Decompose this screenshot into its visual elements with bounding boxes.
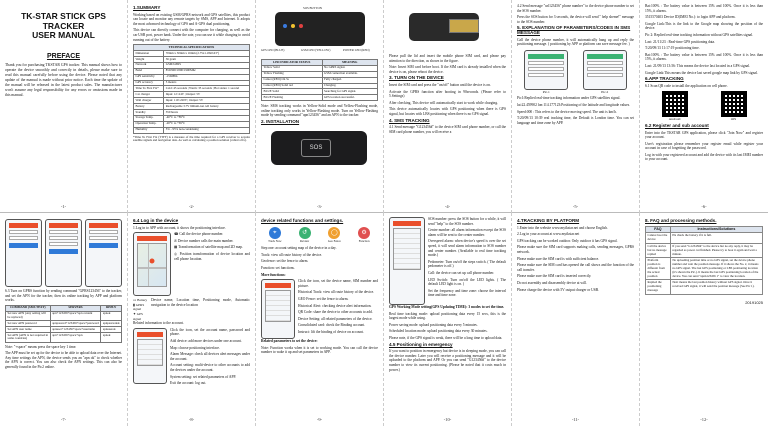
qr-ios bbox=[721, 91, 747, 122]
funcs-block bbox=[261, 279, 378, 339]
manual-title: TK-STAR STICK GPS TRACKER USER MANUAL bbox=[21, 11, 106, 40]
register-field bbox=[49, 242, 78, 246]
table-row: Time To First Fix* Cold: 45 seconds | Warm: 35 seconds | Hot status: 1 second bbox=[134, 86, 250, 92]
led-panel bbox=[256, 0, 384, 213]
param-item: Last: 21/09/13 13:56: This means the device last located in a GPS signal. bbox=[645, 63, 751, 68]
legend-battery: ▭ Battery bbox=[133, 298, 148, 303]
pic-1 bbox=[524, 50, 568, 95]
sms-bar bbox=[587, 54, 623, 59]
register-text: User's registration please remember your register email while register your account in case of forgetting the password. bbox=[645, 141, 763, 151]
pic-note: Pic1:Replied real-time tracking information under GPS satellites signal. bbox=[517, 96, 621, 101]
setting-screenshot bbox=[389, 217, 425, 305]
apn-table: COMMAND (SMS TEXT) SERVERS REPLY Set new APN (Any setting will be replaced) apn+123456+space+apn content apnok Set new APN password apnpasswd+123456+space+password apnpasswdok Set APN user name apnuser+123456+space+username apnuserok Set APN (APN is not required in some countries) apn+123456+space+apn apnok bbox=[7, 305, 120, 341]
gsm-led-icon bbox=[291, 24, 295, 28]
page-number: -5- bbox=[572, 204, 579, 210]
layers-icon: ▦ bbox=[174, 245, 179, 250]
install-text-2: Note: Insert SIM card before boot. If the SIM card is already installed when the device is on, please reboot the device. bbox=[389, 65, 506, 74]
spec-note: *Time To First Fix (TTFF) is a measure of the time required for a GPS receiver to acquire satellite signals and navigation data. As well as calculating a position solution (called a fix). bbox=[133, 134, 250, 143]
qr-row bbox=[645, 91, 763, 122]
call-icon: ✆ bbox=[174, 238, 178, 243]
turnon-step: Activate the GPRS function after booting in 90seconds. (Please refer to 5.Settings) bbox=[389, 89, 506, 99]
led-label-power: POWER LED (RED) bbox=[343, 48, 370, 52]
app-header-bar bbox=[393, 221, 421, 226]
notices-panel: 4.TRACKING BY PLATFORM 1.Enter into the website www.mytkstar.net and choose English. 2.Log in your account at www.mytkstar.net GPS tracking can be worked outdoor. Only outdoor it has GPS signal. Please make sure the SIM card supports making calls, sending messages, GPRS network. Please make sure the SIM card is with sufficient balance. Please make sure the SIM card has opened the call shows and the function of the call transfer. Please make sure the SIM card is inserted correctly. Do not assembly and disassembly device at will. Please charge the device with 5V output charger or USB. -11- bbox=[512, 213, 640, 426]
table-row: Humidity 5% - 95% non-condensing bbox=[134, 127, 250, 133]
phone-icon: ☎ bbox=[174, 232, 180, 237]
turnon-step: After checking, This device will automatically start to work while charging. bbox=[389, 100, 499, 105]
table-row: Car charger Input: 12~24V | Output: 5V bbox=[134, 92, 250, 98]
qr-code-icon bbox=[662, 91, 688, 117]
app-header-bar bbox=[137, 236, 167, 241]
pic-2 bbox=[583, 50, 627, 95]
notice-item: Please make sure the SIM card is with sufficient balance. bbox=[517, 256, 600, 261]
sms-screenshot-2 bbox=[583, 50, 627, 90]
param-item: T:20/09/13 11:17:19 positioning time. bbox=[645, 46, 700, 51]
page-number: -11- bbox=[571, 417, 580, 423]
param-item: Google Link:This is the link to the Google map showing the position of the device. bbox=[645, 21, 763, 31]
sms-screenshot-1 bbox=[524, 50, 568, 90]
login-screens bbox=[5, 219, 122, 287]
param-item: T:20/09/13 10:39 real tracking time, the Default is London time. You can set language and time zone by APP. bbox=[517, 116, 634, 125]
more-info: Related information to the account. bbox=[133, 321, 184, 326]
table-row: Battery Rechargeable 3.7V lithium-ion cell battery bbox=[134, 104, 250, 110]
table-row: Cannot boot the device Pls check the battery if it is full. bbox=[646, 233, 763, 244]
table-row: Platform position is different from the actual position No uploading position time or no GPS signal, set the device phone number and wait the position message. If it shows the No. 2, it means no GPS signal. The last GPS positioning or LBS positioning location (it's shown the Pic.). It means the last GPS positioning location of the device. You can send "apnn123456 1" to view the location. bbox=[646, 258, 763, 280]
sms-bar bbox=[528, 54, 564, 59]
device-body bbox=[271, 131, 367, 165]
led-table-header: LED INDICATOR STATUS bbox=[262, 60, 323, 66]
login-field bbox=[9, 230, 38, 234]
bottom-row bbox=[0, 213, 768, 426]
param-item: 3515570403 Device ID(IMEI No.): to login APP and platform. bbox=[645, 15, 736, 20]
table-row: Center (RED) On 5s Fully charged. bbox=[262, 77, 378, 83]
legend-desc: Device name, Location time, Positioning mode, Automatic navigation to the device location bbox=[151, 298, 250, 307]
table-row: BLUE Flashing GPS location successful. bbox=[262, 95, 378, 101]
function-screenshot bbox=[261, 279, 295, 339]
page-number: -12- bbox=[700, 417, 708, 423]
functions-panel: device related functions and settings. ⌖ Track Now ↺ Review ◯ Geo Fence ⚙ Function Step one: account setting map of the device in a day. Track: view all route history of the device. Geofence: set the fence to alarm. Function: set functions. More functions: Click the icon, set the device name, SIM number and picture. Historical Track: view all route history of the device. GEO Fence: set the fence to alarm. Historical Alert: checking device alert information. QR Code: share the device to other accounts to add. Device Setting: all related parameters of the device. Consolidated card: check the Binding account. Instruct: lift the binding of device on account. Related parameters to set the device: Note: Function works when it is set to working mode. You can call the device number to wake it up and set parameters in APP. -9- bbox=[256, 213, 384, 426]
table-row: BLUE Solid Searching for GPS signal. bbox=[262, 89, 378, 95]
app-heading: 6.APP TRACKING bbox=[645, 76, 684, 82]
sim-insert-diagram bbox=[389, 7, 506, 51]
sos-device-image bbox=[263, 129, 376, 169]
login-content bbox=[133, 232, 250, 296]
qr-android bbox=[662, 91, 688, 122]
sms-line bbox=[587, 73, 623, 77]
login-panel bbox=[128, 213, 256, 426]
login-item: ☎ Call the device phone number. bbox=[174, 232, 224, 237]
power-led-icon bbox=[299, 24, 303, 28]
legend-list bbox=[133, 298, 148, 321]
notice-item: Please make sure the SIM card supports making calls, sending messages, GPRS network. bbox=[517, 245, 634, 254]
params-text-2: Press the SOS button for 3 seconds, the device will send " help sheme!" message to the SOS number. bbox=[517, 15, 634, 24]
device-setting-panel: SOS number: press the SOS button for a while, it will send "help" to the SOS number. Centre number: all alarm information except the SOS alarm will be sent to the center number. Overspeed alarm: when device's speed is over the set speed, it will send alarm information to SOS number and center number. (Available to real time tracking mode.) Pedometer: Turn on/off the steps switch. ( The default pedometer is off.) Call: the device can set up call phone number. LED Switch: Turn on/off the LED lights. ( The default LED light is on. ) Set the frequency and time zone: choose the interval time and time zone. GPS Working Mode setting(GPS Updating TIME): 3 modes to set the time. Real time tracking mode: upload positioning data every 15 secs, this is the largest mode while using. Power saving mode: upload positioning data every 5 minutes. Scheduled location mode: upload positioning data every 30 minutes. Please note, if the GPS signal is weak, there will be a long time to upload data. 4.5 Positioning in emergency If you want to position in emergency but device is in sleeping mode, you can call the device number. Later you will receive a positioning message and it will be uploaded to the platform and APP. Or you can send "G123456#" to the device number to view its current positioning. (Please be noted that it costs much in power.) -10- bbox=[384, 213, 512, 426]
param-item: Bat:100% : The battery value is between 15% and 100%. Once it is less than 15%, it alarms. bbox=[645, 4, 763, 13]
menu-list bbox=[137, 339, 163, 366]
add-device-button bbox=[89, 243, 118, 248]
table-row: Call the device but no message replied If you send "G123456#" to the device but no any reply, it may be regarded as power cut finished. Please try to boot it again and wait a minute. bbox=[646, 243, 763, 257]
login-text: 1.Log in to APP with account, it shows the positioning interface. bbox=[133, 225, 226, 230]
param-item: Bat:100% : The battery value is between 15% and 100%. Once it is less than 15%, it alarms. bbox=[645, 52, 763, 62]
param-item: Speed:000 : This refers to the device moving speed. The unit is km/h. bbox=[517, 109, 617, 114]
page-number: -4- bbox=[444, 204, 451, 210]
param-item: Last: 21/11/23 : Real-time GPS positioning data. bbox=[645, 39, 716, 44]
led-note: Note: SMS tracking works in Yellow-Solid mode and Yellow-Flashing mode, online tracking only works in Yellow-Flashing mode. Turn on Yellow-Flashing mode by sending command "apn123456" and an APN to the tracker. bbox=[261, 104, 378, 118]
table-row: Yellow Flashing GSM connection available. bbox=[262, 71, 378, 77]
pic-2-caption: Pic.2 bbox=[601, 89, 609, 94]
table-row: Set APN (APN is not required in some countries) apn+123456+space+apn apnok bbox=[6, 333, 122, 343]
page-number: -6- bbox=[701, 204, 707, 210]
geo-fence-icon: ◯ Geo Fence bbox=[321, 227, 349, 244]
table-row: Band 850/900/1800/1900Mhz bbox=[134, 68, 250, 74]
app-header-bar bbox=[265, 283, 291, 288]
gprs-panel bbox=[0, 213, 128, 426]
spec-table bbox=[133, 44, 250, 133]
login-item: ◎ Position transformation of device location and cell phone location. bbox=[174, 251, 250, 261]
register-text: Enter into the TKSTAR GPS application, please click "Join Now" and register your account. bbox=[645, 130, 763, 140]
register-screenshot bbox=[45, 219, 82, 287]
summary-text-2: This device can directly connect with the computer for charging, as well as the car USB port, power bank. Under the sate, you can use it while charging to avoid running out of the battery. bbox=[133, 28, 250, 42]
login-item: ✆ Device number calls the main number. bbox=[174, 238, 234, 243]
app-header-bar bbox=[49, 223, 78, 228]
battery-icon: ▭ bbox=[133, 298, 138, 303]
login-heading: 6.4 Log in the device bbox=[133, 218, 179, 223]
table-row: Standby 350 hours bbox=[134, 109, 250, 115]
function-icon: ⚙ Function bbox=[350, 227, 378, 244]
table-row: Wall charger Input: 110~220V | Output: 5V bbox=[134, 98, 250, 104]
menu-screenshot bbox=[133, 328, 167, 384]
table-row: Set APN user name apnuser+123456+space+username apnuserok bbox=[6, 327, 122, 333]
gps-led-icon bbox=[283, 24, 287, 28]
page-number: -10- bbox=[443, 417, 452, 423]
login-field bbox=[9, 236, 38, 240]
sim-card-icon bbox=[449, 19, 479, 33]
gprs-text: 6.3 Turn on GPRS function by sending command "GPRS123456" to the tracker, and set the APN for the tracker, then its online tracking by APP and platform works. bbox=[5, 289, 122, 303]
track-now-icon: ⌖ Track Now bbox=[261, 227, 289, 244]
register-button bbox=[49, 249, 78, 254]
page-number: -9- bbox=[316, 417, 323, 423]
params-heading: 5. EXPLANATION OF PARAMETERS/CODES IN SMS MESSAGE bbox=[517, 25, 631, 35]
setting-block bbox=[389, 217, 506, 305]
satellite-icon: ✦ bbox=[133, 311, 137, 316]
app-panel bbox=[640, 0, 768, 213]
sms-heading: 4. SMS TRACKING bbox=[389, 117, 430, 123]
turnon-step: Insert the SIM card and press the "on/off" button until the device is on. bbox=[389, 82, 491, 87]
params-text-1: 4.2 Send message "url123456" phone number" to the device phone number to set the SOS number. bbox=[517, 4, 634, 13]
install-heading: 2. INSTALLATION bbox=[261, 119, 300, 125]
app-text: 6.1 Scan QR code to install the application on cell phone. bbox=[645, 83, 728, 88]
signal-icon: ▮ bbox=[133, 302, 136, 307]
notice-item: Please make sure the SIM card is inserted correctly. bbox=[517, 274, 592, 279]
sms-line bbox=[528, 73, 564, 77]
sms-line bbox=[587, 67, 623, 71]
register-field bbox=[49, 230, 78, 234]
led-table-header: MEANING bbox=[322, 60, 377, 66]
legend-block bbox=[133, 298, 250, 321]
table-row: Operation Temp. -20°C to +65°C bbox=[134, 121, 250, 127]
page-number: -2- bbox=[188, 204, 195, 210]
table-row: Replied the positioning message Next means the last position history without GPS signal. Once it received GPS signal, it will send the position message (See Pic 1). bbox=[646, 280, 763, 294]
table-row: Dimension 70mm x 30mm x 16mm (2.75x1.18x0.63") bbox=[134, 51, 250, 57]
apn-note: Note: "+space" means press the space key 1 time. bbox=[5, 344, 77, 349]
page-number: -7- bbox=[60, 417, 67, 423]
led-label-gps: GPS LED (BLUE) bbox=[261, 48, 285, 52]
table-row: Set new APN (Any setting will be replaced) apn+123456+space+apn content apnok bbox=[6, 311, 122, 321]
led-table bbox=[261, 59, 378, 101]
params-text-3: Call the device phone number, it will automatically hang up and reply the positioning message. ( positioning by APP or platform can save message fee. ) bbox=[517, 37, 634, 47]
qr-caption: Android bbox=[668, 117, 681, 122]
pic2-note: Pic 2: Replied real-time tracking information without GPS satellites signal. bbox=[645, 32, 753, 37]
platform-heading: 4.TRACKING BY PLATFORM bbox=[517, 218, 580, 223]
table-row: GPS accuracy 5 meters bbox=[134, 80, 250, 86]
page-number: -8- bbox=[188, 417, 195, 423]
setting-list bbox=[393, 228, 421, 270]
device-field bbox=[89, 230, 118, 234]
cover-panel bbox=[0, 0, 128, 213]
app-header-bar bbox=[89, 223, 118, 228]
menu-items: Click the icon, set the account name, password and phone. Add device: add more devices under one account. Map: choose positioning interface. Alarm Message: check all devices alert messages under the account. Account setting: multi-device to other accounts to add the devices under the account. System setting: set related parameters of APP. Exit the account: log out. bbox=[170, 327, 250, 386]
faq-panel bbox=[640, 213, 768, 426]
page-number: -3- bbox=[316, 204, 323, 210]
notice-item: Please make sure the SIM card has opened the call shows and the function of the call transfer. bbox=[517, 263, 634, 272]
summary-text-1: Working based on existing GSM/GPRS network and GPS satellites, this product can locate and monitor any remote targets by SMS, APP and Internet. It adopts the most advanced technology of GPS and A-GPS dual positioning. bbox=[133, 12, 250, 26]
preface-text: Thank you for purchasing TKSTAR GPS tracker. This manual shows how to operate the device smoothly and correctly in details, please make sure to read this manual carefully before using the device. Please noted that any update of the manual is made without prior notice. Each time the update of the manual will be released in the latest product sales. The manufacturer won't assume any legal responsibility for any errors or omissions made in this manual. bbox=[5, 63, 122, 98]
notice-item: Do not assembly and disassembly device at will. bbox=[517, 280, 587, 285]
preface-heading: PREFACE bbox=[46, 52, 81, 60]
login-items bbox=[174, 232, 250, 296]
map-screenshot bbox=[133, 232, 171, 296]
legend-gps: ✦ GPS signal bbox=[133, 311, 143, 321]
login-screenshot bbox=[5, 219, 42, 287]
sms-line bbox=[528, 67, 564, 71]
register-text: Log in with your registered account and add the device with its last IMEI number to your account. bbox=[645, 152, 763, 162]
register-heading: 6.2 Register and sub account bbox=[645, 122, 709, 128]
table-row: GPS sensitivity -159dBm bbox=[134, 74, 250, 80]
sms-text: 4.1 Send message "G123456#" to the device SIM card phone number, or call the SIM card phone number, you will receive a bbox=[389, 125, 506, 134]
login-button bbox=[9, 243, 38, 248]
table-row: Storage Temp. -40°C to +85°C bbox=[134, 115, 250, 121]
function-icons bbox=[261, 227, 378, 244]
table-row: Center (RED) Solid red Charging. bbox=[262, 83, 378, 89]
pic-row bbox=[517, 50, 634, 95]
table-row: Set new APN password apnpasswd+123456+space+password apnpasswdok bbox=[7, 320, 120, 325]
locate-icon: ◎ bbox=[174, 251, 180, 256]
functions-heading: device related functions and settings. bbox=[261, 218, 344, 223]
table-row: Network GSM/GPRS bbox=[134, 62, 250, 68]
app-header-bar bbox=[137, 332, 163, 337]
params-panel bbox=[512, 0, 640, 213]
install-panel bbox=[384, 0, 512, 213]
date-code: 20191025 bbox=[745, 299, 763, 305]
login-item: ▦ Transformation of satellite map and 2D map. bbox=[174, 245, 243, 250]
sms-line bbox=[528, 61, 564, 65]
add-device-screenshot bbox=[85, 219, 122, 287]
app-header-bar bbox=[9, 223, 38, 228]
notice-item: GPS tracking can be worked outdoor. Only outdoor it has GPS signal. bbox=[517, 238, 618, 243]
turnon-step: This device automatically locates with GPS positioning when there is GPS signal, but locates with LBS positioning when there is no GPS signal. bbox=[389, 107, 506, 116]
pic-1-caption: Pic.1 bbox=[542, 89, 550, 94]
summary-heading: 1.SUMMARY bbox=[133, 5, 161, 10]
review-icon: ↺ Review bbox=[291, 227, 319, 244]
apn-note-2: The APP must be set up for the device to be able to upload data over the Internet. Any time settings the APN, the device sends you an "apn ok" to check whether the APN is correct. You can also check the APN settings. This can also be generally found in the Pic2 online. bbox=[5, 351, 122, 370]
page-number: -1- bbox=[60, 204, 67, 210]
sms-line bbox=[587, 61, 623, 65]
tracker-body bbox=[275, 12, 365, 46]
register-field bbox=[49, 236, 78, 240]
faq-heading: 8. FAQ and processing methods. bbox=[645, 218, 717, 223]
location-pin-icon bbox=[150, 258, 155, 263]
table-row: Yellow Solid No GPRS signal. bbox=[262, 65, 378, 71]
faq-table: FAQ Instructions/Solutions Cannot boot the device Pls check the battery if it is full. Call the device but no message replied If you send "G123456#" to the device but no any reply, it may be regarded as power cut finished. Please try to boot it again and wait a minute. Platform position is different from the actual position No uploading position time or no GPS signal, set the device phone number and wait the position message. If it shows the No. 2, it means no GPS signal. The last GPS positioning or LBS positioning location (it's shown the Pic.). It means the last GPS positioning location of the device. You can send "apnn123456 1" to view the location. Replied the positioning message Next means the last position history without GPS signal. Once it received GPS signal, it will send the position message (See Pic 1). bbox=[645, 226, 763, 295]
sos-caption: SOS BUTTON bbox=[303, 6, 322, 10]
tracker-diagram bbox=[261, 6, 378, 56]
led-label-gsm: GSM LED (YELLOW) bbox=[301, 48, 331, 52]
qr-code-icon bbox=[721, 91, 747, 117]
legend-gprs: ▮ GPRS signal bbox=[133, 302, 145, 312]
summary-panel bbox=[128, 0, 256, 213]
device-field bbox=[89, 236, 118, 240]
qr-caption: iOS bbox=[730, 117, 737, 122]
spec-table-heading: TECHNICAL SPECIFICATIONS bbox=[134, 45, 250, 51]
sos-button-icon: SOS bbox=[301, 139, 331, 157]
turnon-heading: 3. TURN ON THE DEVICE bbox=[389, 75, 444, 81]
table-row: Weight 36 gram bbox=[134, 56, 250, 62]
funcs-list: Click the icon, set the device name, SIM number and picture. Historical Track: view all route history of the device. GEO Fence: set the fence to alarm. Historical Alert: checking device alert information. QR Code: share the device to other accounts to add. Device Setting: all related parameters of the device. Consolidated card: check the Binding account. Instruct: lift the binding of device on account. bbox=[298, 279, 378, 334]
param-item: Google Link:This means the device last saved google map link by GPS signal. bbox=[645, 70, 758, 75]
install-text-1: Please pull the lid and insert the mobile phone SIM card, and please pay attention to the direction, as shown in the figure. bbox=[389, 54, 506, 63]
setting-items: SOS number: press the SOS button for a while, it will send "help" to the SOS number. Centre number: all alarm information except the SOS alarm will be sent to the center number. Overspeed alarm: when device's speed is over the set speed, it will send alarm information to SOS number and center number. (Available to real time tracking mode.) Pedometer: Turn on/off the steps switch. ( The default pedometer is off.) Call: the device can set up call phone number. LED Switch: Turn on/off the LED lights. ( The default LED light is on. ) Set the frequency and time zone: choose the interval time and time zone. bbox=[428, 217, 506, 298]
param-item: lat:22.459902 lon:114.177123:Positioning of the latitude and longitude values. bbox=[517, 102, 631, 107]
notice-item: Please charge the device with 5V output charger or USB. bbox=[517, 287, 600, 292]
menu-block bbox=[133, 328, 250, 388]
function-list bbox=[265, 290, 291, 322]
map-view bbox=[137, 243, 167, 287]
